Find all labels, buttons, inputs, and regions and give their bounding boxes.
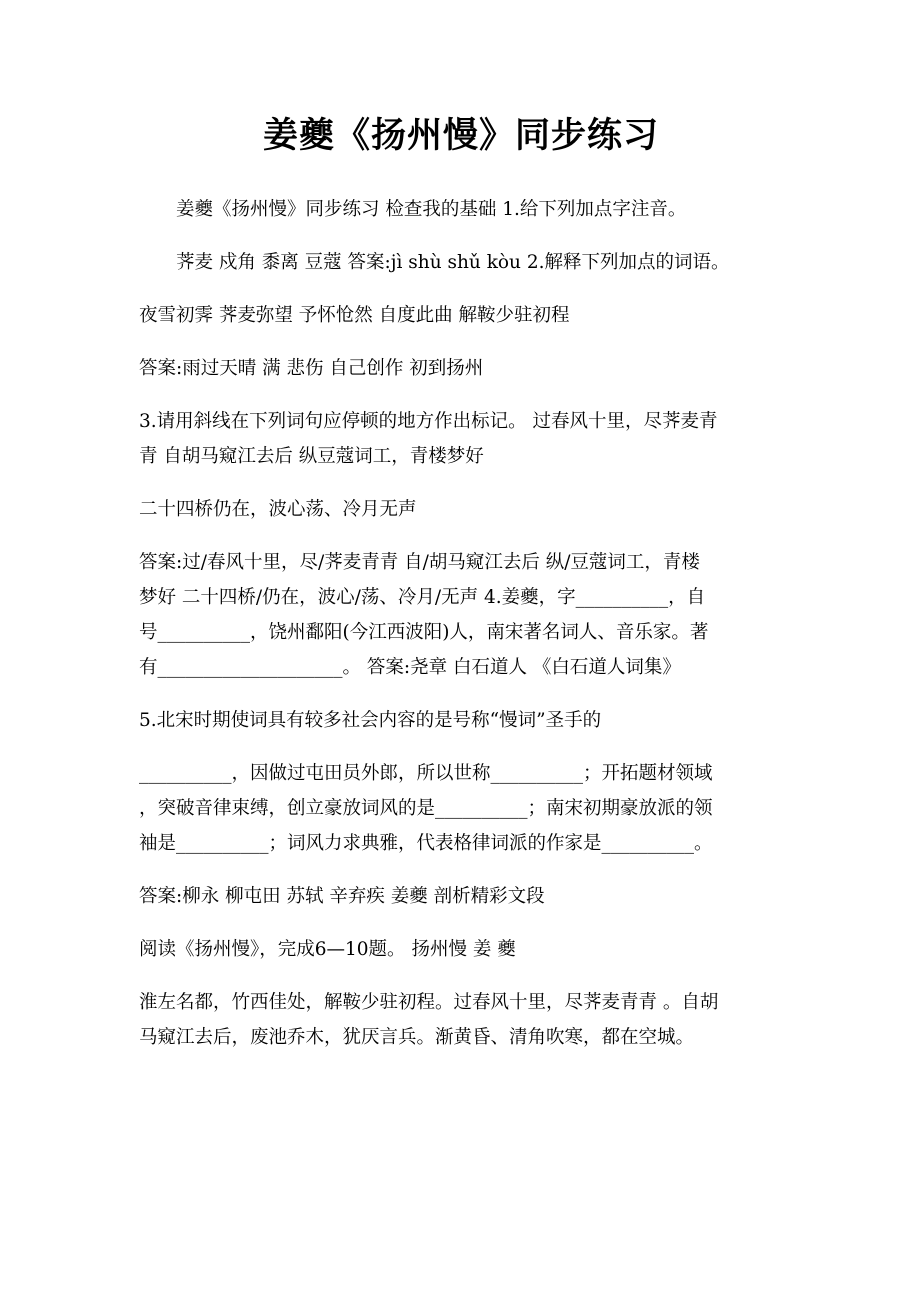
text-line: 荠麦 戍角 黍离 豆蔻 答案:jì shù shǔ kòu 2.解释下列加点的词语。 — [176, 252, 730, 273]
paragraph-7 — [139, 703, 783, 738]
text-line: 号__________，饶州鄱阳(今江西波阳)人，南宋著名词人、音乐家。著 — [139, 622, 709, 643]
text-line: 答案:柳永 柳屯田 苏轼 辛弃疾 姜夔 剖析精彩文段 — [139, 886, 545, 907]
text-line: 二十四桥仍在，波心荡、冷月无声 — [139, 499, 417, 520]
text-line: 袖是__________；词风力求典雅，代表格律词派的作家是__________。 — [139, 833, 713, 854]
text-line: 有____________________。 答案:尧章 白石道人 《白石道人词集》 — [139, 657, 681, 678]
paragraph-6 — [139, 545, 783, 685]
paragraph-10 — [139, 932, 783, 967]
paragraph-9 — [139, 879, 783, 914]
text-line: 梦好 二十四桥/仍在，波心/荡、冷月/无声 4.姜夔，字__________，自 — [139, 587, 706, 608]
paragraph-5 — [139, 492, 783, 527]
text-line: 夜雪初霁 荠麦弥望 予怀怆然 自度此曲 解鞍少驻初程 — [139, 305, 570, 326]
paragraph-4 — [139, 404, 783, 474]
paragraph-1 — [139, 192, 783, 280]
text-line: 姜夔《扬州慢》同步练习 检查我的基础 1.给下列加点字注音。 — [176, 199, 687, 220]
paragraph-11 — [139, 985, 783, 1055]
text-line: __________，因做过屯田员外郎，所以世称__________；开拓题材领域 — [139, 763, 713, 784]
text-line: 淮左名都，竹西佳处，解鞍少驻初程。过春风十里，尽荠麦青青 。自胡 — [139, 992, 719, 1013]
text-line: 答案:雨过天晴 满 悲伤 自己创作 初到扬州 — [139, 358, 484, 379]
paragraph-8 — [139, 756, 783, 861]
paragraph-2 — [139, 298, 783, 333]
text-line: 答案:过/春风十里，尽/荠麦青青 自/胡马窥江去后 纵/豆蔻词工，青楼 — [139, 552, 700, 573]
text-line: 5.北宋时期使词具有较多社会内容的是号称“慢词”圣手的 — [139, 710, 602, 731]
paragraph-3 — [139, 351, 783, 386]
text-line: 阅读《扬州慢》，完成6—10题。 扬州慢 姜 夔 — [139, 939, 516, 960]
text-line: ，突破音律束缚，创立豪放词风的是__________；南宋初期豪放派的领 — [139, 798, 713, 819]
text-line: 3.请用斜线在下列词句应停顿的地方作出标记。 过春风十里，尽荠麦青 — [139, 411, 718, 432]
text-line: 马窥江去后，废池乔木，犹厌言兵。渐黄昏、清角吹寒，都在空城。 — [139, 1027, 695, 1048]
page-title: 姜夔《扬州慢》同步练习 — [262, 115, 659, 156]
text-line: 青 自胡马窥江去后 纵豆蔻词工，青楼梦好 — [139, 446, 484, 467]
